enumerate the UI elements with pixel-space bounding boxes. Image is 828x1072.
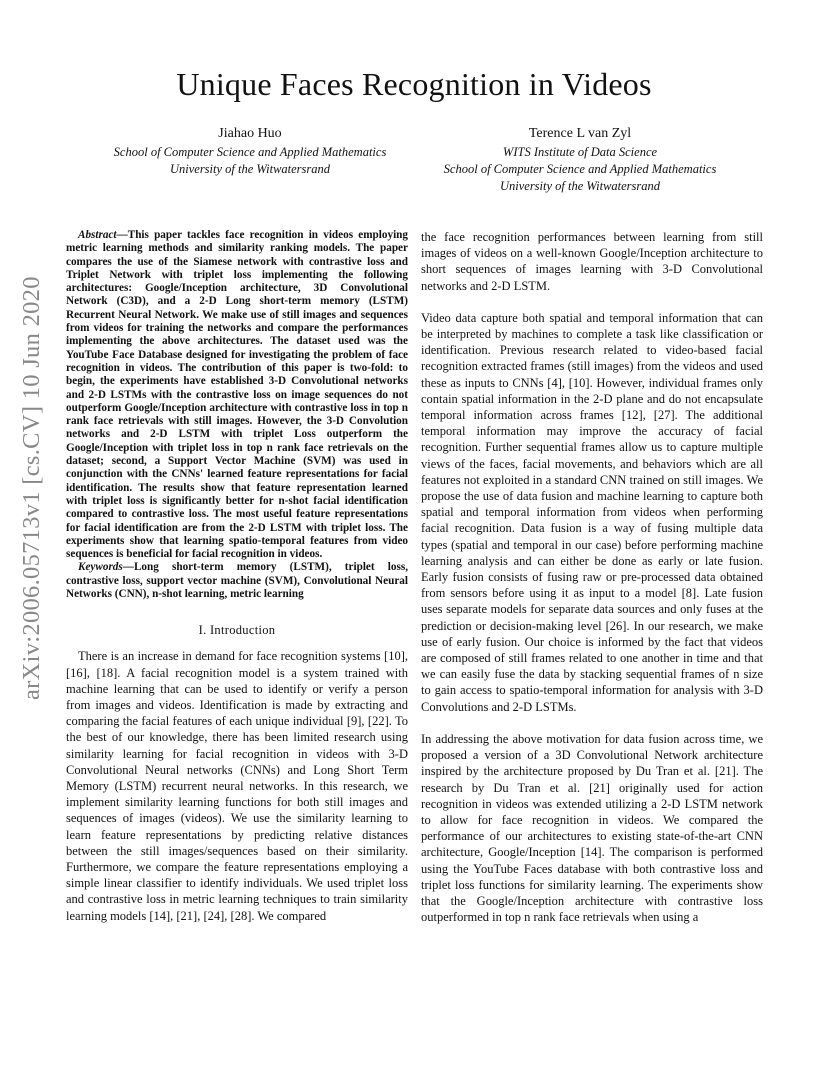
author-block-2 <box>400 124 760 195</box>
left-column <box>66 229 408 924</box>
section-heading: I. Introduction <box>198 623 276 638</box>
author-affiliation: School of Computer Science and Applied Mathematics <box>113 145 387 159</box>
body-paragraph: the face recognition performances between learning from still images of videos on a well-known Google/Inception architecture to short sequences of images learning with 3-D Convolutional networks and 2-D LSTM. <box>421 230 763 293</box>
body-paragraph: Video data capture both spatial and temporal information that can be interpreted by machines to complete a task like classification or identification. Previous research related to video-based facial recognition extracted frames (still images) from the videos and used these as inputs to CNNs [4], [10]. However, individual frames only contain spatial information in the 2-D plane and do not encapsulate temporal information across frames [12], [27]. The additional temporal information may improve the accuracy of facial recognition. Further sequential frames allow us to capture multiple views of the faces, facial movements, and behaviors which are all features not exploited in a standard CNN trained on still images. We propose the use of data fusion and machine learning to capture both spatial and temporal information from videos when performing facial recognition. Data fusion is a way of fusing multiple data types (spatial and temporal in our case) before performing machine learning analysis and can either be done as early or late fusion. Early fusion consists of fusing raw or pre-processed data obtained from sensors before using it as input to a model [8]. Late fusion uses separate models for separate data sources and only fuses at the prediction or decision-making level [26]. In our research, we make use of early fusion. Our choice is informed by the fact that videos are composed of still frames related to one another in time and that we can easily fuse the data by stacking sequential frames of n size to gain access to spatio-temporal information for analysis with 3-D Convolutions and 2-D LSTMs. <box>421 310 763 714</box>
keywords-text: —Long short-term memory (LSTM), triplet loss, contrastive loss, support vector machine (SVM), Convolutional Neural Networks (CNN), n-shot learning, metric learning <box>66 561 408 601</box>
abstract <box>66 229 408 561</box>
author-block-1 <box>70 124 430 178</box>
arxiv-stamp: arXiv:2006.05713v1 [cs.CV] 10 Jun 2020 <box>18 276 45 700</box>
keywords <box>66 561 408 601</box>
keywords-lead: Keywords <box>78 561 123 574</box>
body-paragraph: In addressing the above motivation for data fusion across time, we proposed a version of a 3D Convolutional Network architecture inspired by the architecture proposed by Du Tran et al. [21]. The research by Du Tran et al. [21] originally used for action recognition in videos was extended utilizing a 2-D LSTM network to allow for face recognition in videos. We compared the performance of our architectures to existing state-of-the-art CNN architecture, Google/Inception [14]. The comparison is performed using the YouTube Faces database with both contrastive loss and triplet loss functions for similarity learning. The experiments show that the Google/Inception architecture with contrastive loss outperformed in top n rank face retrievals when using a <box>421 731 763 925</box>
author-affiliation: WITS Institute of Data Science <box>502 145 658 159</box>
paper-title: Unique Faces Recognition in Videos <box>176 66 652 102</box>
author-name: Jiahao Huo <box>218 126 282 141</box>
right-column <box>421 229 763 941</box>
author-affiliation: University of the Witwatersrand <box>499 179 661 193</box>
author-affiliation: School of Computer Science and Applied Mathematics <box>443 162 717 176</box>
author-affiliation: University of the Witwatersrand <box>169 162 331 176</box>
abstract-text: —This paper tackles face recognition in videos employing metric learning methods and similarity ranking models. The paper compares the use of the Siamese network with contrastive loss and Triplet Network with triplet loss implementing the following architectures: Google/Inception architecture, 3D Convolutional Network (C3D), and a 2-D Long short-term memory (LSTM) Recurrent Neural Network. We make use of still images and sequences from videos for training the networks and compare the performances implementing the above architectures. The dataset used was the YouTube Face Database designed for investigating the problem of face recognition in videos. The contribution of this paper is two-fold: to begin, the experiments have established 3-D Convolutional networks and 2-D LSTMs with the contrastive loss on image sequences do not outperform Google/Inception architecture with contrastive loss in top n rank face retrievals with still images. However, the 3-D Convolution networks and 2-D LSTM with triplet Loss outperform the Google/Inception with triplet loss in top n rank face retrievals on the dataset; second, a Support Vector Machine (SVM) was used in conjunction with the CNNs' learned feature representations for facial identification. The results show that feature representation learned with triplet loss is significantly better for n-shot facial identification compared to contrastive loss. The most useful feature representations for facial identification are from the 2-D LSTM with triplet loss. The experiments show that learning spatio-temporal features from video sequences is beneficial for facial recognition in videos. <box>66 229 408 561</box>
abstract-lead: Abstract <box>78 229 117 241</box>
author-name: Terence L van Zyl <box>528 126 632 141</box>
intro-paragraph: There is an increase in demand for face recognition systems [10], [16], [18]. A facial recognition model is a system trained with machine learning that can be used to identify or verify a person from images and videos. Identification is made by extracting and comparing the facial features of each unique individual [9], [22]. To the best of our knowledge, there has been limited research using similarity learning for facial recognition in videos with 3-D Convolutional Neural networks (CNNs) and Long Short Term Memory (LSTM) recurrent neural networks. In this research, we implement similarity learning functions for both still images and sequences of images (videos). We use the similarity learning to learn feature representations by predicting relative distances between the still images/sequences based on their similarity. Furthermore, we compare the feature representations employing a simple linear classifier to identify individuals. We used triplet loss and contrastive loss in metric learning techniques to train similarity learning models [14], [21], [24], [28]. We compared <box>66 649 408 923</box>
